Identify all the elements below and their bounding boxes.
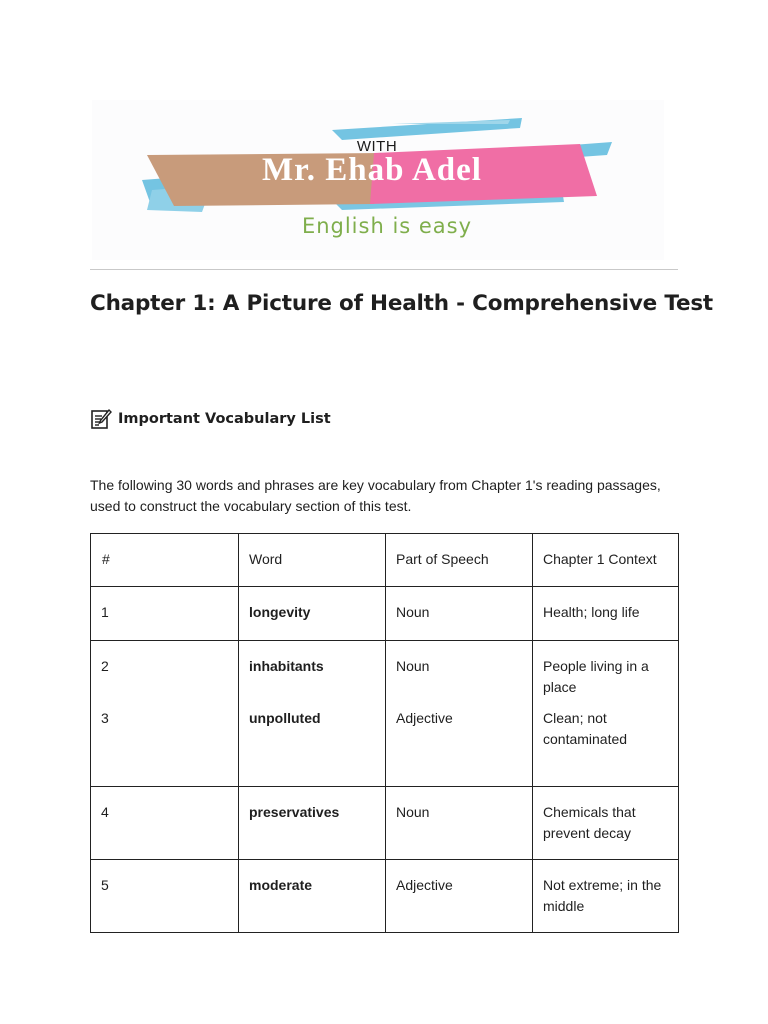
- row-part-of-speech: Noun: [386, 587, 533, 641]
- logo-name-text: Mr. Ehab Adel: [262, 152, 482, 188]
- row-word: moderate: [239, 860, 386, 933]
- horizontal-divider: [90, 269, 678, 270]
- header-banner-logo: [92, 100, 664, 260]
- vocabulary-section-heading: [90, 406, 331, 432]
- row-part-of-speech-cell: [386, 641, 533, 787]
- vocabulary-table: [90, 533, 679, 933]
- row-number: 3: [101, 710, 109, 726]
- header-word: Word: [239, 534, 386, 587]
- row-number: 2: [101, 658, 109, 674]
- table-row: [91, 860, 679, 933]
- row-number-cell: [91, 641, 239, 787]
- row-number: 1: [91, 587, 239, 641]
- table-row: [91, 587, 679, 641]
- header-number: #: [91, 534, 239, 587]
- row-word: inhabitants: [249, 658, 324, 674]
- section-label: Important Vocabulary List: [118, 411, 331, 427]
- page-title: Chapter 1: A Picture of Health - Comprehensive Test: [90, 291, 714, 316]
- logo-with-text: WITH: [356, 138, 398, 155]
- row-word: preservatives: [239, 787, 386, 860]
- intro-paragraph: The following 30 words and phrases are key vocabulary from Chapter 1's reading passages, used to construct the vocabulary section of this test.: [90, 477, 661, 514]
- row-context: Health; long life: [533, 587, 679, 641]
- row-number: 4: [91, 787, 239, 860]
- row-part-of-speech: Adjective: [386, 860, 533, 933]
- memo-icon: [90, 408, 112, 430]
- row-context: Not extreme; in the middle: [533, 860, 679, 933]
- row-part-of-speech: Noun: [386, 787, 533, 860]
- header-part-of-speech: Part of Speech: [386, 534, 533, 587]
- row-context: Chemicals that prevent decay: [533, 787, 679, 860]
- header-context: Chapter 1 Context: [533, 534, 679, 587]
- table-header-row: [91, 534, 679, 587]
- row-word: unpolluted: [249, 710, 321, 726]
- row-number: 5: [91, 860, 239, 933]
- row-word-cell: [239, 641, 386, 787]
- row-part-of-speech: Adjective: [396, 710, 453, 726]
- row-context-cell: [533, 641, 679, 787]
- row-context: People living in a place: [543, 658, 649, 695]
- logo-tagline: English is easy: [301, 214, 473, 238]
- row-part-of-speech: Noun: [396, 658, 430, 674]
- row-context: Clean; not contaminated: [543, 710, 628, 747]
- table-row: [91, 787, 679, 860]
- row-word: longevity: [239, 587, 386, 641]
- table-row: [91, 641, 679, 787]
